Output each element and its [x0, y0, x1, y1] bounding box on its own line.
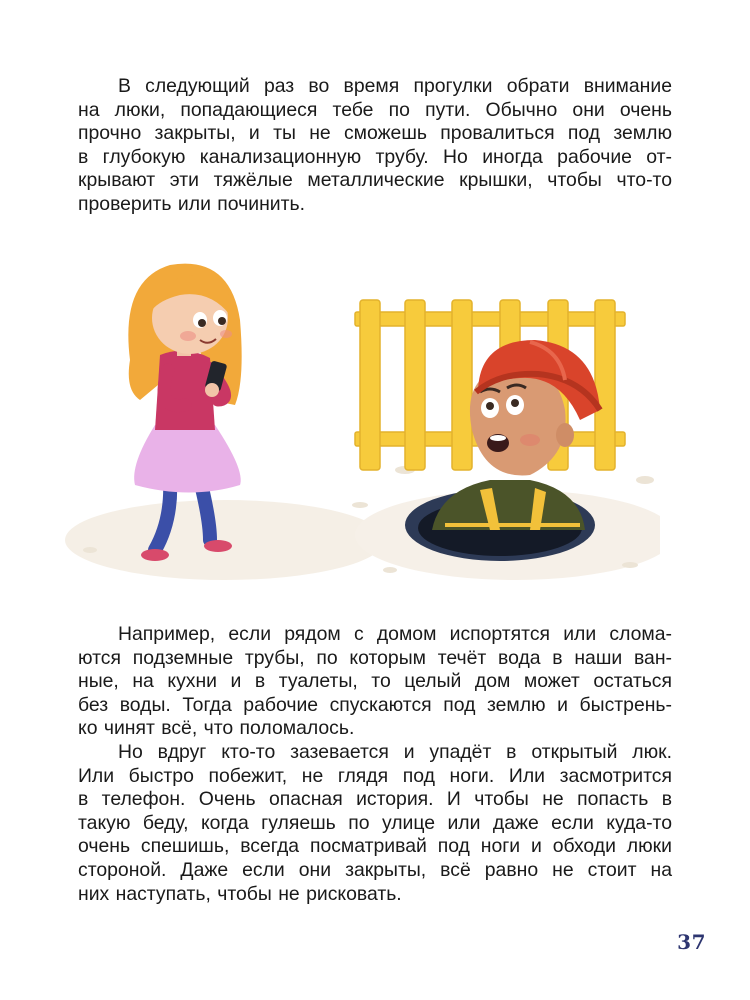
text-line: Но вдруг кто-то зазевается и упадёт в открытый люк. [118, 740, 672, 763]
text-line: них наступать, чтобы не рисковать. [78, 882, 402, 905]
text-line: ные, на кухни и в туалеты, то целый дом может остаться [78, 670, 672, 693]
girl-ground-shadow [65, 500, 385, 580]
text-line: в глубокую канализационную трубу. Но иногда рабочие от- [78, 145, 672, 168]
text-line: стороной. Даже если они закрыты, всё равно не стоит на [78, 858, 672, 881]
text-line: Например, если рядом с домом испортятся или слома- [118, 623, 672, 645]
text-line: на люки, попадающиеся тебе по пути. Обычно они очень [78, 98, 672, 121]
body-paragraphs [78, 623, 672, 906]
text-line: ются подземные трубы, по которым течёт вода в наши ван- [78, 646, 672, 669]
intro-paragraph [78, 75, 672, 217]
text-line: проверить или починить. [78, 192, 305, 215]
text-line: такую беду, когда гуляешь по улице или даже если куда-то [78, 811, 672, 834]
text-line: В следующий раз во время прогулки обрати внимание [118, 75, 672, 97]
manhole-illustration [60, 240, 660, 600]
text-line: Или быстро побежит, не глядя под ноги. Или засмотрится [78, 764, 672, 787]
text-line: ко чинят всё, что поломалось. [78, 717, 355, 740]
text-line: без воды. Тогда рабочие спускаются под землю и быстрень- [78, 693, 672, 716]
page-number: 37 [677, 930, 706, 954]
text-line: крывают эти тяжёлые металлические крышки, чтобы что-то [78, 169, 672, 192]
text-line: прочно закрыты, и ты не сможешь провалиться под землю [78, 122, 672, 145]
text-line: очень спешишь, всегда посматривай под ноги и обходи люки [78, 835, 672, 858]
text-line: в телефон. Очень опасная история. И чтобы не попасть в [78, 788, 672, 811]
